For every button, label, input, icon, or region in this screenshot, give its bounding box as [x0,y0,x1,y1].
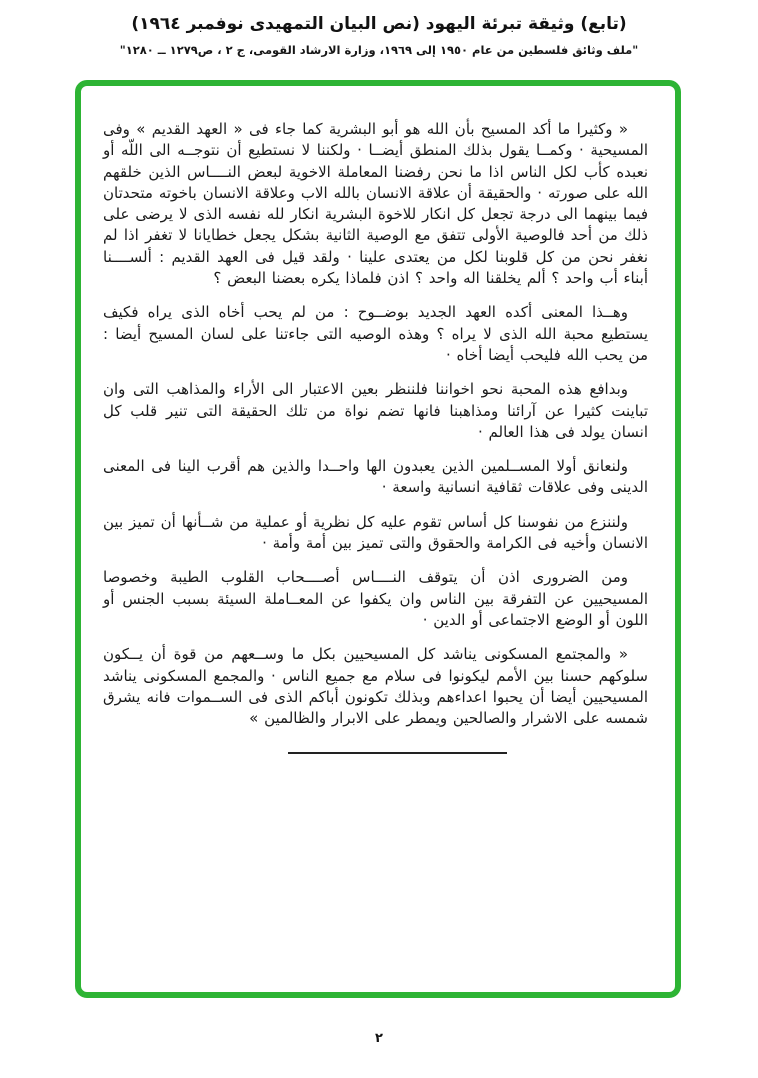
document-title: (تابع) وثيقة تبرئة اليهود (نص البيان التمهيدى نوفمبر ١٩٦٤) [131,14,627,34]
paragraph-6: ومن الضرورى اذن أن يتوقف النــــاس أصــــحاب القلوب الطيبة وخصوصا المسيحيين عن التفرقة بين الناس وان يكفوا عن المعــاملة السيئة بسبب الجنس أو اللون أو الوضع الاجتماعى أو الدين · [103,568,648,629]
paragraph-1: « وكثيرا ما أكد المسيح بأن الله هو أبو البشرية كما جاء فى « العهد القديم » وفى المسيحية · وكمــا يقول بذلك المنطق أيضــا · ولكننا لا نستطيع أن نتوجــه الى اللّه أو نعبده كأب لكل الناس اذا ما نحن رفضنا المعاملة الاخوية لبعض النــــاس الذين خلقهم الله على صورته · والحقيقة أن علاقة الانسان بالله الاب وعلاقة الانسان باخوته متحدتان فيما بينهما الى درجة تجعل كل انكار للاخوة البشرية انكار لله نفسه الذى لا يرضى على ذلك من أحد فالوصية الأولى تتفق مع الوصية الثانية بشكل يجعل خطايانا لا تغفر اذا لم نغفر نحن من كل قلوبنا لكل من يعتدى علينا · ولقد قيل فى العهد القديم : ألســــنا أبناء أب واحد ؟ ألم يخلقنا اله واحد ؟ اذن فلماذا يكره بعضنا البعض ؟ [103,120,648,288]
page-number: ٢ [375,1031,383,1046]
paragraph-5: ولننزع من نفوسنا كل أساس تقوم عليه كل نظرية أو عملية من شــأنها أن تميز بين الانسان وأخيه فى الكرامة والحقوق والتى تميز بين أمة وأمة · [103,512,648,553]
paragraph-4: ولنعانق أولا المســلمين الذين يعبدون الها واحــدا والذين هم أقرب الينا فى المعنى الدينى وفى علاقات ثقافية انسانية واسعة · [103,457,648,497]
paragraph-2: وهــذا المعنى أكده العهد الجديد بوضــوح : من لم يحب أخاه الذى يراه فكيف يستطيع محبة الله الذى لا يراه ؟ وهذه الوصيه التى جاءتنا على لسان المسيح أيضا : من يحب الله فليحب أيضا أخاه · [103,303,648,364]
paragraph-7: « والمجتمع المسكونى يناشد كل المسيحيين بكل ما وســعهم من قوة أن يــكون سلوكهم حسنا بين الأمم ليكونوا فى سلام مع جميع الناس · والمجمع المسكونى يناشد المسيحيين أيضا أن يحبوا اعداءهم وبذلك تكونون أباكم الذى فى الســموات فانه يشرق شمسه على الاشرار والصالحين ويمطر على الابرار والظالمين » [103,645,648,728]
document-header [0,14,758,57]
paragraph-3: وبدافع هذه المحبة نحو اخواننا فلننظر بعين الاعتبار الى الأراء والمذاهب التى وان تباينت كثيرا عن آرائنا ومذاهبنا فانها تضم نواة من تلك الحقيقة التى تنير قلب كل انسان يولد فى هذا العالم · [103,380,648,441]
document-body [103,119,648,754]
closing-rule-divider [288,752,507,754]
document-source-citation: "ملف وثائق فلسطين من عام ١٩٥٠ إلى ١٩٦٩، وزارة الارشاد القومى، ج ٢ ، ص١٢٧٩ ــ ١٢٨٠" [119,43,639,57]
page-border-frame [75,80,681,998]
